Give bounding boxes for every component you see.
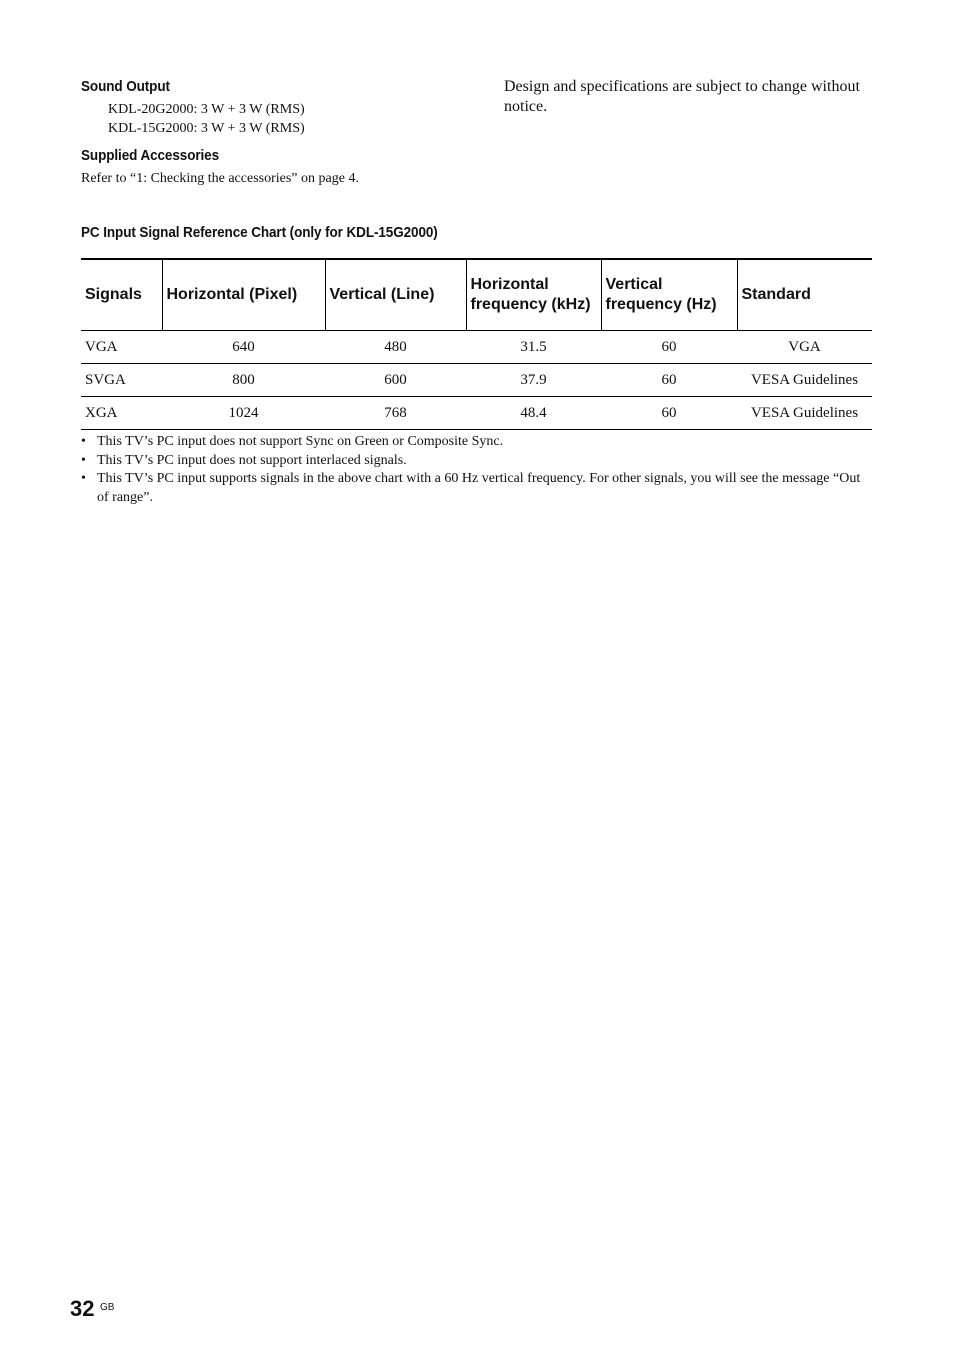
table-cell: SVGA xyxy=(81,364,162,397)
note-text: This TV’s PC input does not support interlaced signals. xyxy=(97,452,407,468)
list-item xyxy=(81,470,861,507)
table-cell: 60 xyxy=(601,397,737,430)
list-item xyxy=(81,452,861,471)
table-cell: VESA Guidelines xyxy=(737,397,872,430)
table-cell: 600 xyxy=(325,364,466,397)
sound-output-line: KDL-20G2000: 3 W + 3 W (RMS) xyxy=(108,102,305,117)
table-cell: 800 xyxy=(162,364,325,397)
table-cell: 480 xyxy=(325,331,466,364)
design-note: Design and specifications are subject to change without notice. xyxy=(504,78,860,115)
table-row xyxy=(81,364,872,397)
pc-signal-reference-table xyxy=(81,258,872,430)
supplied-accessories-text: Refer to “1: Checking the accessories” on page 4. xyxy=(81,171,359,186)
table-cell: 31.5 xyxy=(466,331,601,364)
chart-heading: PC Input Signal Reference Chart (only for KDL-15G2000) xyxy=(81,224,438,241)
table-cell: XGA xyxy=(81,397,162,430)
bullet-icon: • xyxy=(81,452,86,468)
sound-output-line: KDL-15G2000: 3 W + 3 W (RMS) xyxy=(108,121,305,136)
supplied-accessories-heading: Supplied Accessories xyxy=(81,147,220,164)
table-row xyxy=(81,331,872,364)
notes-list xyxy=(81,433,861,507)
page-language-suffix: GB xyxy=(100,1302,115,1313)
table-cell: 48.4 xyxy=(466,397,601,430)
table-cell: VESA Guidelines xyxy=(737,364,872,397)
column-header: Horizontal (Pixel) xyxy=(162,259,325,331)
sound-output-heading: Sound Output xyxy=(81,78,170,95)
table-row xyxy=(81,397,872,430)
list-item xyxy=(81,433,861,452)
table-cell: 768 xyxy=(325,397,466,430)
table-cell: VGA xyxy=(737,331,872,364)
note-text: This TV’s PC input supports signals in the above chart with a 60 Hz vertical frequency. For other signals, you will see the message “Out of range”. xyxy=(97,471,861,505)
column-header: Horizontal frequency (kHz) xyxy=(466,259,601,331)
table-cell: 60 xyxy=(601,364,737,397)
table-cell: 37.9 xyxy=(466,364,601,397)
table-header-row xyxy=(81,259,872,331)
column-header: Vertical frequency (Hz) xyxy=(601,259,737,331)
table-cell: 640 xyxy=(162,331,325,364)
bullet-icon: • xyxy=(81,434,86,449)
bullet-icon: • xyxy=(81,471,86,486)
column-header: Vertical (Line) xyxy=(325,259,466,331)
note-text: This TV’s PC input does not support Sync on Green or Composite Sync. xyxy=(97,434,504,449)
column-header: Standard xyxy=(737,259,872,331)
table-cell: 1024 xyxy=(162,397,325,430)
column-header: Signals xyxy=(81,259,162,331)
table-cell: VGA xyxy=(81,331,162,364)
page-number: 32 xyxy=(70,1296,95,1321)
table-cell: 60 xyxy=(601,331,737,364)
